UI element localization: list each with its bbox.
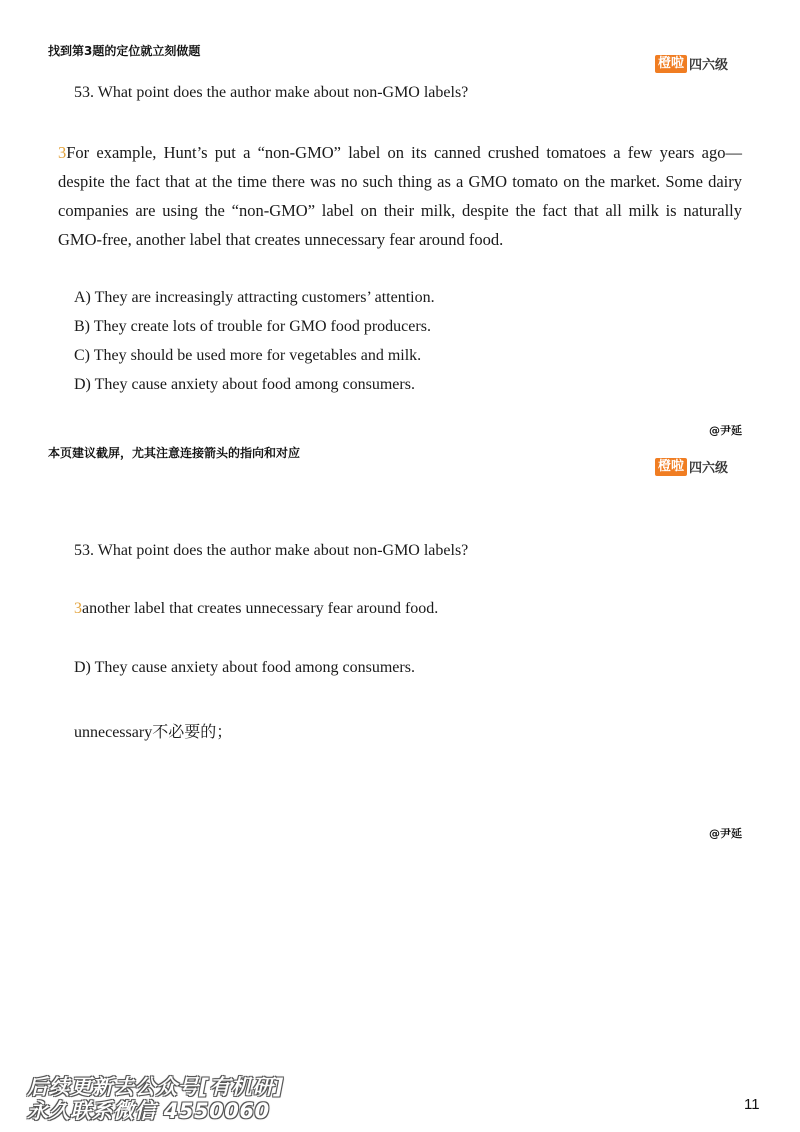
top-paragraph-number: 3 (58, 143, 67, 162)
top-tip: 找到第3题的定位就立刻做题 (48, 44, 201, 58)
watermark (27, 1075, 284, 1123)
watermark-line-2: 永久联系微信 4550060 (27, 1099, 270, 1123)
option-b: B) They create lots of trouble for GMO food producers. (74, 318, 431, 335)
bottom-brand-text: 四六级 (689, 461, 729, 476)
bottom-tip: 本页建议截屏，尤其注意连接箭头的指向和对应 (48, 446, 301, 460)
top-brand-text: 四六级 (689, 58, 729, 73)
bottom-author: @尹延 (709, 827, 742, 840)
option-a: A) They are increasingly attracting customers’ attention. (74, 289, 435, 306)
top-brand-badge: 橙啦 (655, 55, 687, 73)
top-brand-logo (655, 54, 728, 73)
top-paragraph-text: For example, Hunt’s put a “non-GMO” label on its canned crushed tomatoes a few years ago—despite the fact that at the time there was no such thing as a GMO tomato on the market. Some dairy companies are using the “non-GMO” label on their milk, despite the fact that all milk is naturally GMO-free, another label that creates unnecessary fear around food. (58, 143, 742, 249)
option-c: C) They should be used more for vegetables and milk. (74, 347, 422, 364)
watermark-line-1: 后续更新去公众号[有机研] (27, 1075, 284, 1099)
top-question: 53. What point does the author make about non-GMO labels? (74, 84, 469, 101)
vocab-note: unnecessary不必要的； (74, 724, 233, 741)
page-number: 11 (744, 1096, 760, 1113)
option-d: D) They cause anxiety about food among consumers. (74, 376, 415, 393)
bottom-excerpt-text: another label that creates unnecessary fear around food. (82, 600, 439, 617)
bottom-answer: D) They cause anxiety about food among consumers. (74, 659, 415, 676)
top-paragraph (58, 138, 742, 254)
top-options (74, 283, 435, 399)
bottom-excerpt (74, 600, 438, 618)
bottom-paragraph-number: 3 (74, 600, 82, 617)
bottom-brand-badge: 橙啦 (655, 458, 687, 476)
bottom-question: 53. What point does the author make about non-GMO labels? (74, 542, 469, 559)
bottom-brand-logo (655, 457, 728, 476)
top-author: @尹延 (709, 424, 742, 437)
